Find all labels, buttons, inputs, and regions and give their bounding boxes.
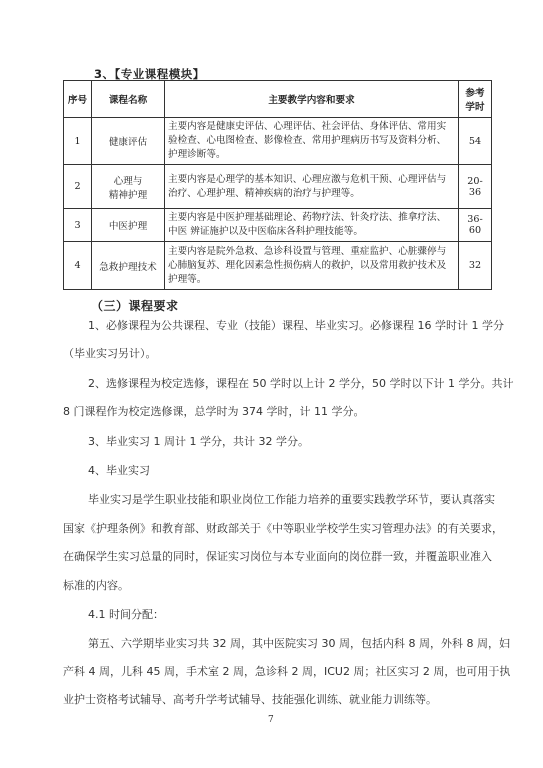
row-hours: 54 [459,118,492,165]
paragraph-3: 3、毕业实习 1 周计 1 学分，共计 32 学分。 [88,435,309,448]
row-content: 主要内容是健康史评估、心理评估、社会评估、身体评估、常用实验检查、心电图检查、影像检查、常用护理病历书写及资料分析、护理诊断等。 [165,118,459,165]
course-table [63,80,492,290]
header-content: 主要教学内容和要求 [165,81,459,118]
row-index: 4 [64,242,92,290]
row-hours: 36-60 [459,209,492,242]
row-hours: 32 [459,242,492,290]
row-content: 主要内容是心理学的基本知识、心理应激与危机干预、心理评估与治疗、心理护理、精神疾病的治疗与护理等。 [165,165,459,209]
row-content: 主要内容是中医护理基础理论、药物疗法、针灸疗法、推拿疗法、中医 辨证施护以及中医临床各科护理技能等。 [165,209,459,242]
row-course-name: 健康评估 [92,118,165,165]
paragraph-1-line-2: （毕业实习另计）。 [63,347,157,360]
paragraph-4: 4、毕业实习 [88,464,150,477]
page-number: 7 [268,715,274,725]
row-content: 主要内容是院外急救、急诊科设置与管理、重症监护、心脏骤停与心肺脑复苏、理化因素急性损伤病人的救护，以及常用救护技术及护理等。 [165,242,459,290]
paragraph-1-line-1: 1、必修课程为公共课程、专业（技能）课程、毕业实习。必修课程 16 学时计 1 学分 [88,319,504,332]
header-hours-line1: 参考 [465,88,485,99]
paragraph-5-line-3: 在确保学生实习总量的同时，保证实习岗位与本专业面向的岗位群一致，并覆盖职业准入 [63,550,492,563]
header-hours [459,81,492,118]
header-hours-line2: 学时 [465,102,485,113]
section-title: 3、【专业课程模块】 [94,67,205,81]
row-course-name: 急救护理技术 [92,242,165,290]
paragraph-5-line-1: 毕业实习是学生职业技能和职业岗位工作能力培养的重要实践教学环节，要认真落实 [88,493,495,506]
paragraph-5-line-4: 标准的内容。 [63,579,129,592]
row-course-name: 中医护理 [92,209,165,242]
table-row [64,165,492,209]
row-hours: 20-36 [459,165,492,209]
row-index: 3 [64,209,92,242]
paragraph-7-line-2: 产科 4 周，儿科 45 周，手术室 2 周，急诊科 2 周，ICU2 周；社区实习 2 周，也可用于执 [63,665,511,678]
paragraph-2-line-1: 2、选修课程为校定选修，课程在 50 学时以上计 2 学分，50 学时以下计 1 学分。共计 [88,377,514,390]
requirements-title: （三）课程要求 [91,299,179,313]
table-row [64,118,492,165]
header-index: 序号 [64,81,92,118]
row-course-name-line1: 心理与 [113,175,143,187]
row-index: 1 [64,118,92,165]
table-row [64,209,492,242]
row-index: 2 [64,165,92,209]
paragraph-2-line-2: 8 门课程作为校定选修课，总学时为 374 学时，计 11 学分。 [63,405,365,418]
row-course-name [92,165,165,209]
table-row [64,242,492,290]
row-course-name-line2: 精神护理 [108,189,148,201]
paragraph-7-line-3: 业护士资格考试辅导、高考升学考试辅导、技能强化训练、就业能力训练等。 [63,693,437,706]
header-course: 课程名称 [92,81,165,118]
table-header-row [64,81,492,118]
paragraph-5-line-2: 国家《护理条例》和教育部、财政部关于《中等职业学校学生实习管理办法》的有关要求， [63,522,503,535]
paragraph-7-line-1: 第五、六学期毕业实习共 32 周，其中医院实习 30 周，包括内科 8 周，外科 8 周，妇 [88,637,510,650]
paragraph-6: 4.1 时间分配： [88,608,164,621]
